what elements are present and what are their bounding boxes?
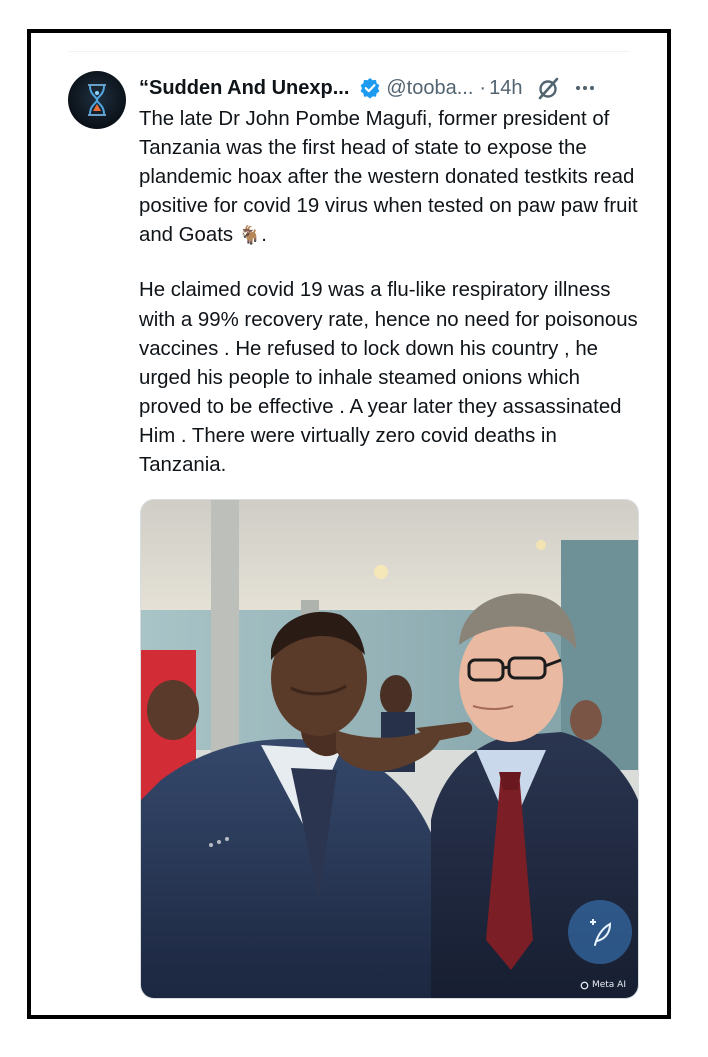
meta-ai-watermark bbox=[580, 980, 626, 990]
goat-emoji: 🐐 bbox=[238, 225, 262, 246]
grok-icon[interactable] bbox=[536, 76, 562, 100]
post-frame bbox=[27, 29, 671, 1019]
post-text bbox=[139, 105, 639, 480]
avatar[interactable] bbox=[68, 71, 126, 129]
hourglass-icon bbox=[68, 71, 126, 129]
post-image[interactable] bbox=[140, 499, 639, 999]
meta-ai-ring-icon bbox=[580, 981, 589, 990]
meta-ai-label: Meta AI bbox=[591, 980, 626, 990]
ai-edit-icon bbox=[583, 915, 617, 949]
separator: · bbox=[479, 76, 487, 99]
display-name[interactable]: “Sudden And Unexp... bbox=[139, 76, 350, 99]
post-paragraph-1 bbox=[139, 105, 639, 250]
divider bbox=[69, 51, 629, 52]
more-icon[interactable] bbox=[574, 83, 596, 93]
handle[interactable]: @tooba... bbox=[386, 76, 474, 99]
post-paragraph-2: He claimed covid 19 was a flu-like respiratory illness with a 99% recovery rate, hence no need for poisonous vaccines . He refused to lock down his country , he urged his people to inhale steamed onions which proved to be effective . A year later they assassinated Him . There were virtually zero covid deaths in Tanzania. bbox=[139, 279, 638, 477]
timestamp[interactable]: 14h bbox=[489, 76, 523, 99]
verified-badge-icon bbox=[359, 77, 381, 99]
photo-two-men bbox=[141, 500, 638, 998]
ai-edit-button[interactable] bbox=[568, 900, 632, 964]
paragraph-1-period: . bbox=[261, 224, 267, 247]
paragraph-1-text: The late Dr John Pombe Magufi, former president of Tanzania was the first head of state to expose the plandemic hoax after the western donated testkits read positive for covid 19 virus when tested on paw paw fruit and Goats bbox=[139, 108, 638, 247]
post-header bbox=[139, 73, 637, 103]
